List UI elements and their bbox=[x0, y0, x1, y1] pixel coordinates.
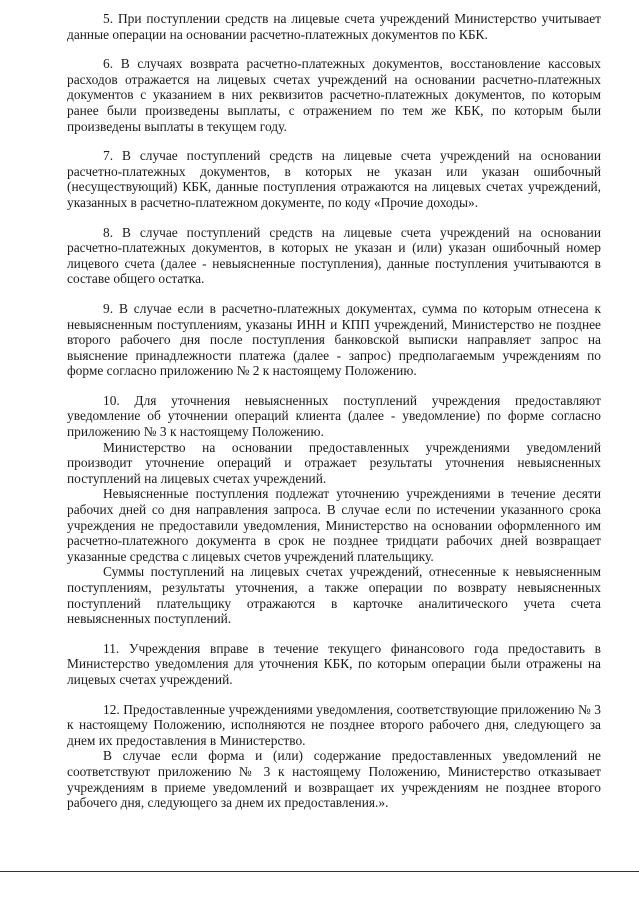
page-bottom-rule bbox=[0, 871, 639, 872]
paragraph-9: 9. В случае если в расчетно-платежных документах, сумма по которым отнесена к невыясненным поступлениям, указаны ИНН и КПП учреждений, Министерство не позднее второго рабочего дня после поступления банковской выписки направляет запрос на выяснение принадлежности платежа (далее - запрос) предполагаемым учреждениям по форме согласно приложению № 2 к настоящему Положению. bbox=[67, 300, 601, 379]
paragraph-10-ministry: Министерство на основании предоставленных учреждениями уведомлений производит уточнение операций и отражает результаты уточнения невыясненных поступлений на лицевых счетах учреждений. bbox=[67, 439, 601, 486]
paragraph-11: 11. Учреждения вправе в течение текущего финансового года предоставить в Министерство уведомления для уточнения КБК, по которым операции были отражены на лицевых счетах учреждений. bbox=[67, 640, 601, 687]
paragraph-10-unresolved: Невыясненные поступления подлежат уточнению учреждениями в течение десяти рабочих дней со дня направления запроса. В случае если по истечении указанного срока учреждения не предоставили уведомления, Министерство на основании оформленного им расчетно-платежного документа в срок не позднее тридцати рабочих дней возвращает указанные средства с лицевых счетов учреждений плательщику. bbox=[67, 486, 601, 564]
paragraph-12-refusal: В случае если форма и (или) содержание предоставленных уведомлений не соответствуют приложению № 3 к настоящему Положению, Министерство отказывает учреждениям в приеме уведомлений и возвращает их учреждениям не позднее второго рабочего дня, следующего за днем их предоставления.». bbox=[67, 748, 601, 811]
paragraph-5: 5. При поступлении средств на лицевые счета учреждений Министерство учитывает данные операции на основании расчетно-платежных документов по КБК. bbox=[67, 11, 601, 42]
paragraph-7: 7. В случае поступлений средств на лицевые счета учреждений на основании расчетно-платежных документов, в которых не указан или указан ошибочный (несуществующий) КБК, данные поступления отражаются на лицевых счетах учреждений, указанных в расчетно-платежном документе, по коду «Прочие доходы». bbox=[67, 148, 601, 210]
document-body bbox=[67, 11, 601, 811]
paragraph-8: 8. В случае поступлений средств на лицевые счета учреждений на основании расчетно-платежных документов, в которых не указан и (или) указан ошибочный номер лицевого счета (далее - невыясненные поступления), данные поступления учитываются в составе общего остатка. bbox=[67, 224, 601, 287]
paragraph-12: 12. Предоставленные учреждениями уведомления, соответствующие приложению № 3 к настоящему Положению, исполняются не позднее второго рабочего дня, следующего за днем их предоставления в Министерство. bbox=[67, 701, 601, 748]
paragraph-10-sums: Суммы поступлений на лицевых счетах учреждений, отнесенные к невыясненным поступлениям, результаты уточнения, а также операции по возврату невыясненных поступлений плательщику отражаются в карточке аналитического учета счета невыясненных поступлений. bbox=[67, 564, 601, 627]
paragraph-6: 6. В случаях возврата расчетно-платежных документов, восстановление кассовых расходов отражается на лицевых счетах учреждений на основании расчетно-платежных документов с указанием в них реквизитов расчетно-платежных документов, по которым ранее были произведены выплаты, с отражением по тем же КБК, по которым были произведены выплаты в текущем году. bbox=[67, 56, 601, 134]
paragraph-10: 10. Для уточнения невыясненных поступлений учреждения предоставляют уведомление об уточнении операций клиента (далее - уведомление) по форме согласно приложению № 3 к настоящему Положению. bbox=[67, 392, 601, 440]
